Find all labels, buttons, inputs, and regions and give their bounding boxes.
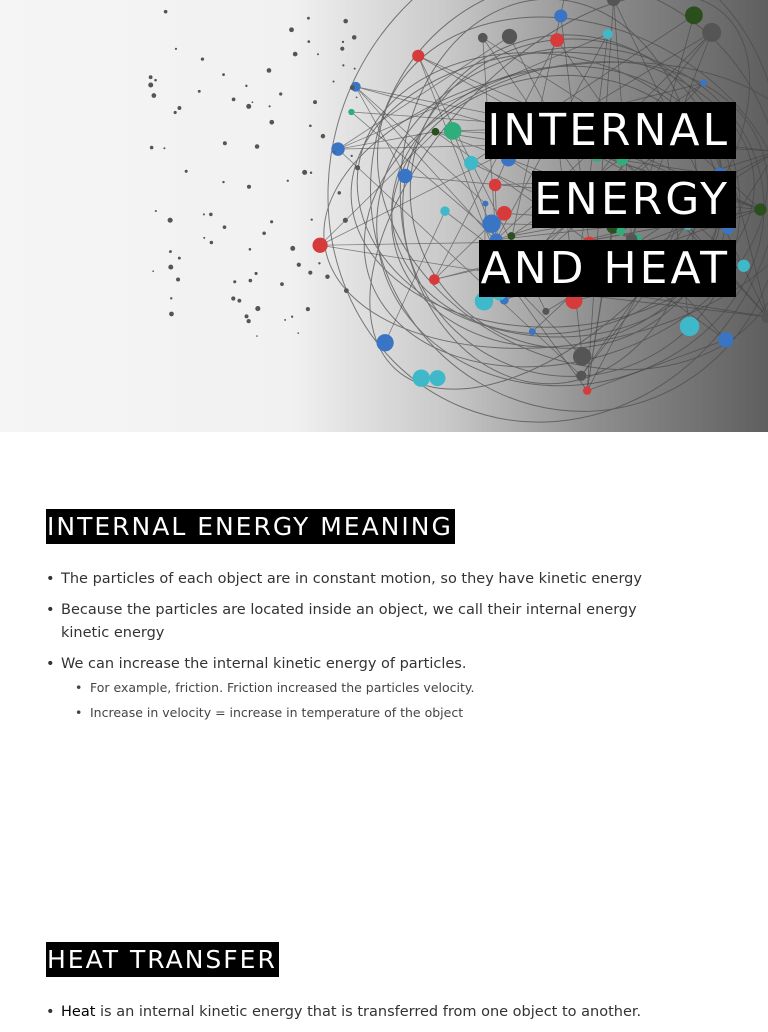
bullet-icon: • [75, 705, 83, 720]
title-slide [0, 0, 768, 432]
list-item: • The particles of each object are in constant motion, so they have kinetic energy [46, 568, 686, 591]
bullet-icon: • [46, 602, 55, 618]
slide-title [479, 102, 736, 309]
title-line-1: INTERNAL [485, 102, 736, 159]
section-heading-heat-transfer: HEAT TRANSFER [46, 942, 279, 977]
keyword-heat: Heat [61, 1004, 96, 1020]
list-item: • Heat is an internal kinetic energy that is transferred from one object to another. [46, 1001, 686, 1024]
list-item: • We can increase the internal kinetic energy of particles. • For example, friction. Friction increased the particles velocity. • Increase in velocity = increase in temperature of the object [46, 653, 686, 723]
section-heading-internal-energy: INTERNAL ENERGY MEANING [46, 509, 455, 544]
bullet-icon: • [75, 680, 83, 695]
bullet-icon: • [46, 571, 55, 587]
list-item: • Because the particles are located inside an object, we call their internal energy kinetic energy [46, 599, 686, 645]
title-line-2: ENERGY [532, 171, 736, 228]
heat-transfer-bullet-list [46, 1001, 686, 1032]
bullet-icon: • [46, 1004, 55, 1020]
dust-particles [148, 10, 360, 337]
internal-energy-bullet-list [46, 568, 686, 731]
list-item: • For example, friction. Friction increased the particles velocity. [61, 678, 686, 698]
list-item: • Increase in velocity = increase in temperature of the object [61, 703, 686, 723]
bullet-icon: • [46, 656, 55, 672]
title-line-3: AND HEAT [479, 240, 736, 297]
sub-bullet-list [61, 678, 686, 723]
